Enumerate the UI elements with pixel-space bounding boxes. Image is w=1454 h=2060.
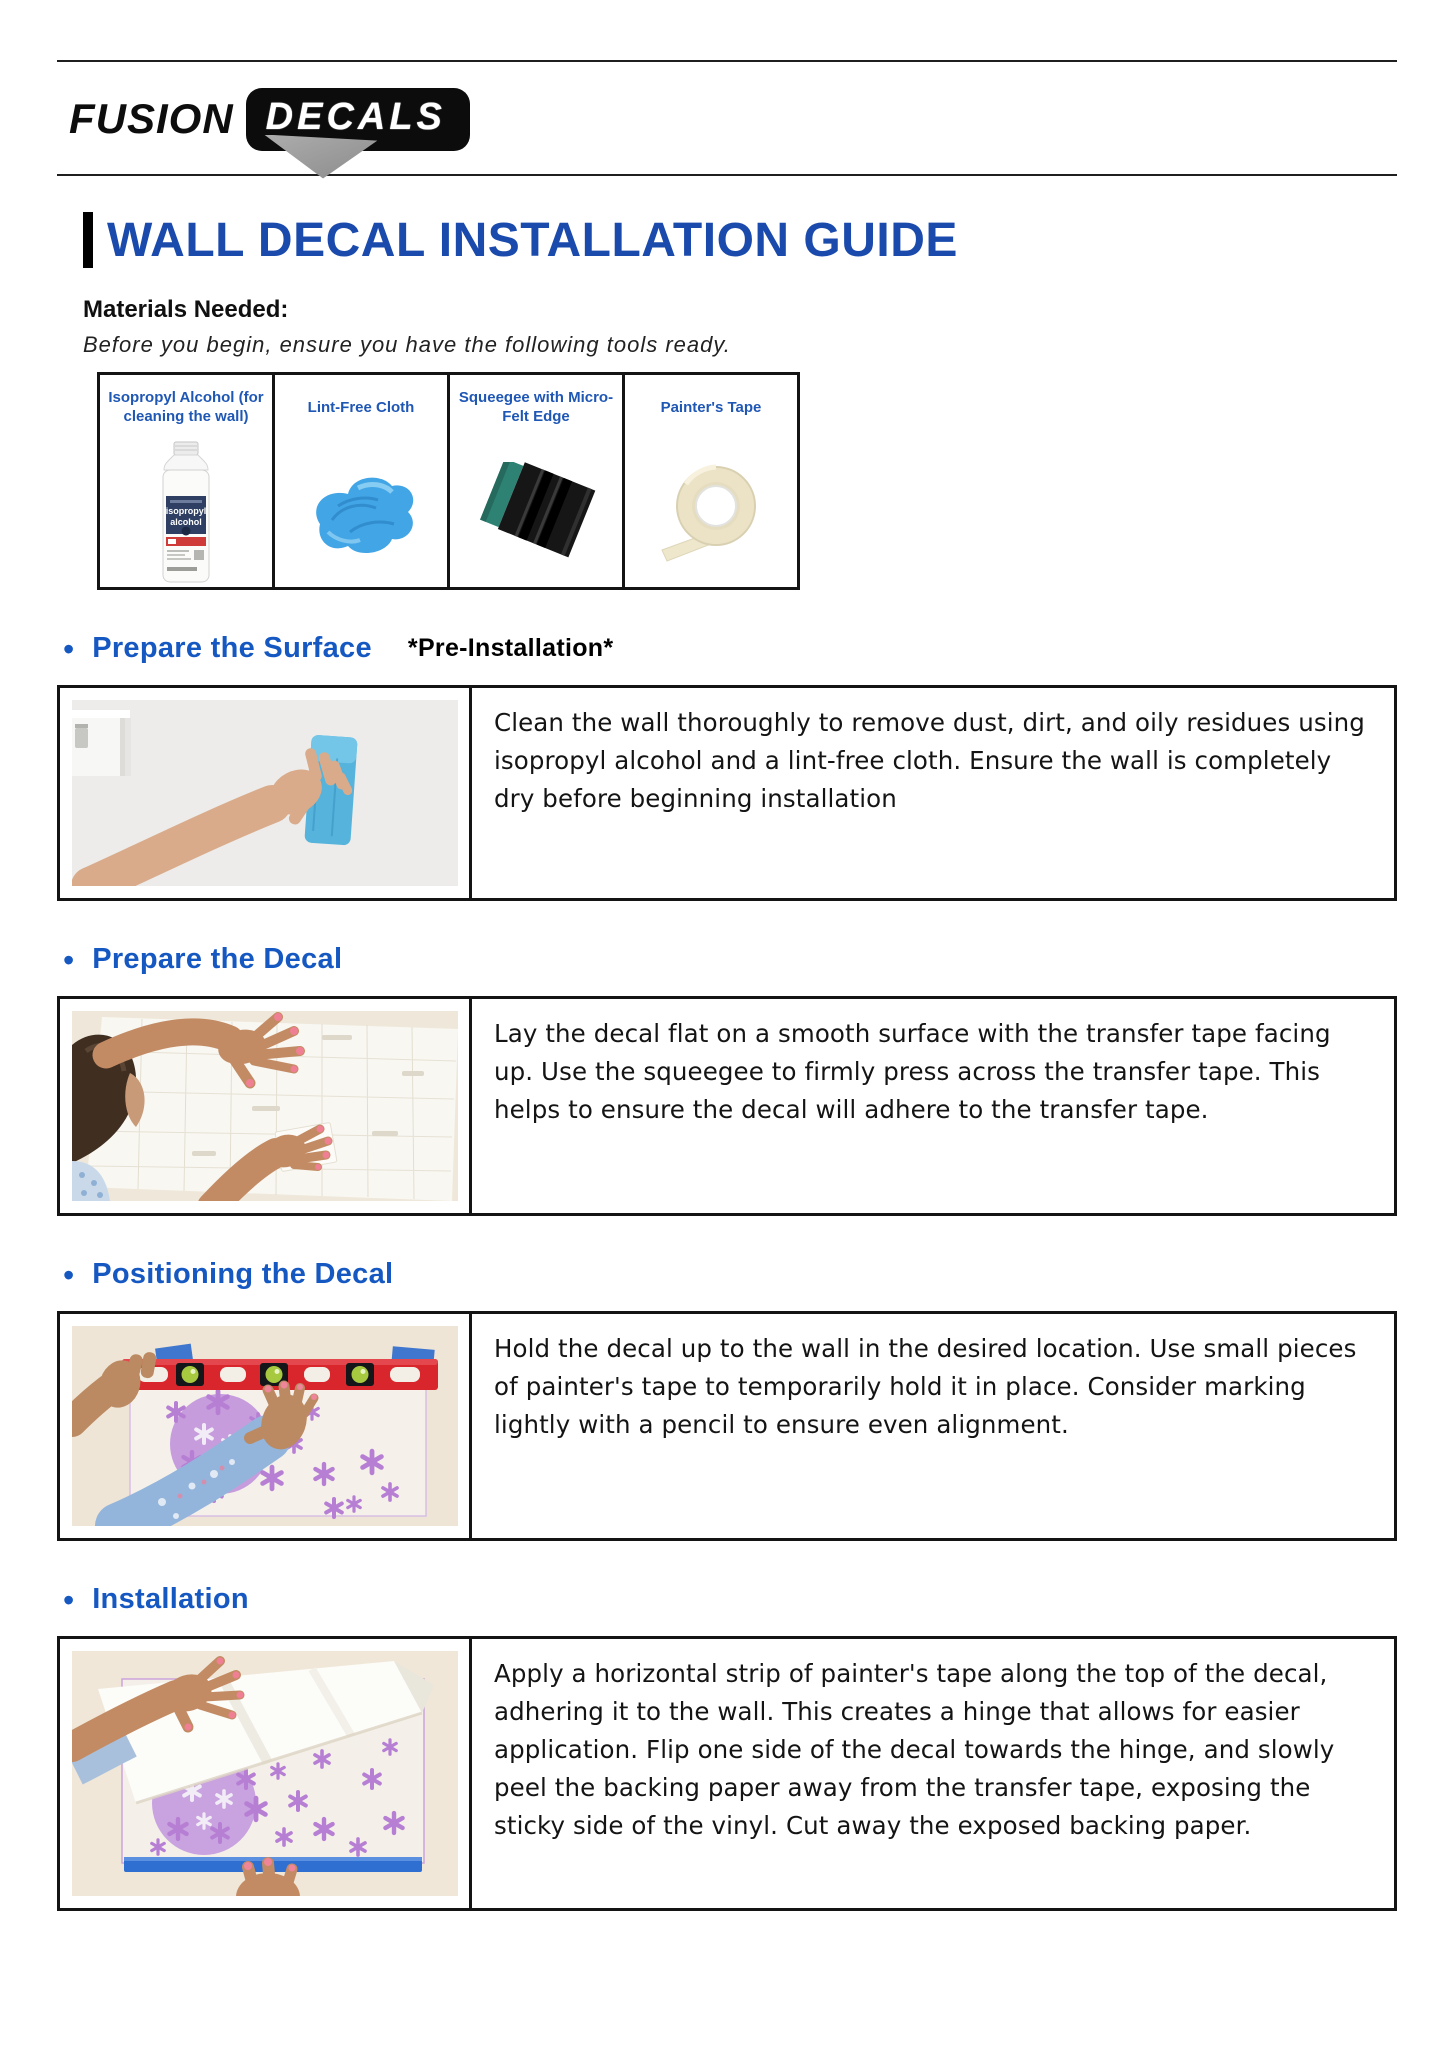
material-label: Isopropyl Alcohol (for cleaning the wall) xyxy=(108,389,264,425)
brand-logo xyxy=(57,62,1397,160)
section-body-text: Hold the decal up to the wall in the desired location. Use small pieces of painter's tape to temporarily hold it in place. Consider marking lightly with a pencil to ensure even alignment. xyxy=(494,1334,1357,1439)
material-cell-cloth xyxy=(274,374,449,589)
brand-decals-badge xyxy=(246,88,470,151)
title-row xyxy=(57,212,1397,268)
section-box-positioning xyxy=(57,1311,1397,1541)
section-heading-positioning xyxy=(63,1258,1397,1291)
squeegee-icon xyxy=(471,462,601,562)
header-rule xyxy=(57,174,1397,176)
brand-decals-text: DECALS xyxy=(265,95,446,138)
cleaning-wall-photo xyxy=(72,700,458,886)
sticker-peel-shape xyxy=(262,135,380,179)
squeegee-decal-photo xyxy=(72,1011,458,1201)
document-page xyxy=(0,60,1454,2060)
section-box-prepare-surface xyxy=(57,685,1397,901)
section-title: Installation xyxy=(92,1583,249,1615)
section-title: Prepare the Surface xyxy=(92,632,372,664)
section-heading-prepare-surface xyxy=(63,632,1397,665)
bullet-icon: • xyxy=(63,941,75,978)
section-title: Prepare the Decal xyxy=(92,943,343,975)
alcohol-bottle-icon xyxy=(140,440,232,584)
lint-free-cloth-icon xyxy=(298,462,424,562)
material-label: Lint-Free Cloth xyxy=(307,398,415,416)
materials-heading: Materials Needed: xyxy=(83,296,289,323)
material-label: Painter's Tape xyxy=(660,398,762,416)
bullet-icon: • xyxy=(63,1581,75,1618)
painters-tape-icon xyxy=(652,458,770,566)
photo-cell xyxy=(60,1314,472,1538)
bullet-icon: • xyxy=(63,1256,75,1293)
section-body-text: Lay the decal flat on a smooth surface with the transfer tape facing up. Use the squeegee to firmly press across the transfer tape. This helps to ensure the decal will adhere to the transfer tape. xyxy=(494,1019,1331,1124)
photo-cell xyxy=(60,1639,472,1908)
material-cell-squeegee xyxy=(449,374,624,589)
title-accent-bar xyxy=(83,212,93,268)
materials-subheading: Before you begin, ensure you have the following tools ready. xyxy=(83,332,731,357)
material-label: Squeegee with Micro-Felt Edge xyxy=(458,389,614,425)
bullet-icon: • xyxy=(63,630,75,667)
section-box-prepare-decal xyxy=(57,996,1397,1216)
svg-text:isopropyl: isopropyl xyxy=(165,506,207,516)
pre-installation-note: *Pre-Installation* xyxy=(407,634,614,662)
brand-fusion-text: FUSION xyxy=(69,95,234,142)
section-heading-installation xyxy=(63,1583,1397,1616)
section-title: Positioning the Decal xyxy=(92,1258,394,1290)
svg-text:alcohol: alcohol xyxy=(170,517,202,527)
page-title: WALL DECAL INSTALLATION GUIDE xyxy=(107,213,958,267)
level-positioning-photo xyxy=(72,1326,458,1526)
photo-cell xyxy=(60,999,472,1213)
section-heading-prepare-decal xyxy=(63,943,1397,976)
section-body-text: Apply a horizontal strip of painter's tape along the top of the decal, adhering it to the wall. This creates a hinge that allows for easier application. Flip one side of the decal towards the hinge, and slowly peel the backing paper away from the transfer tape, exposing the sticky side of the vinyl. Cut away the exposed backing paper. xyxy=(494,1659,1335,1840)
materials-table xyxy=(97,372,800,590)
material-cell-alcohol xyxy=(99,374,274,589)
material-cell-tape xyxy=(624,374,799,589)
photo-cell xyxy=(60,688,472,898)
peel-backing-photo xyxy=(72,1651,458,1896)
section-box-installation xyxy=(57,1636,1397,1911)
section-body-text: Clean the wall thoroughly to remove dust, dirt, and oily residues using isopropyl alcohol and a lint-free cloth. Ensure the wall is completely dry before beginning installation xyxy=(494,708,1365,813)
